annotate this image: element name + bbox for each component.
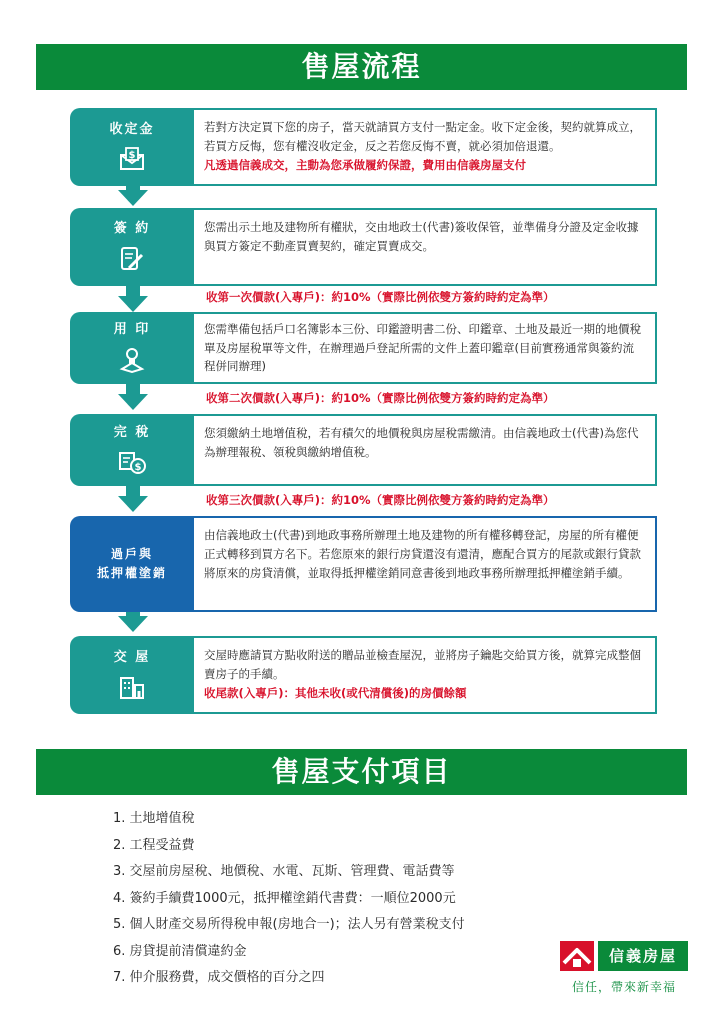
step-label: 簽 約 xyxy=(113,220,151,236)
step-description-box xyxy=(192,414,657,486)
tax-money-icon xyxy=(118,450,146,478)
envelope-money-icon xyxy=(119,147,145,175)
company-name: 信義房屋 xyxy=(598,941,688,971)
step-label-box xyxy=(70,208,194,286)
payment-note-first: 收第一次價款(入專戶)：約10%（實際比例依雙方簽約時約定為準） xyxy=(206,290,555,304)
svg-text:$: $ xyxy=(128,149,136,161)
step-label: 收定金 xyxy=(109,121,155,137)
step-description: 您需出示土地及建物所有權狀，交由地政士(代書)簽收保管，並準備身分證及定金收據與買方簽定不動產買賣契約，確定買賣成交。 xyxy=(204,220,639,253)
payment-items-list xyxy=(113,806,465,992)
stamp-icon xyxy=(119,347,145,377)
list-item: 7. 仲介服務費，成交價格的百分之四 xyxy=(113,970,325,985)
list-item: 1. 土地增值稅 xyxy=(113,811,195,826)
down-arrow-icon xyxy=(118,394,148,410)
company-slogan: 信任，帶來新幸福 xyxy=(571,980,676,994)
step-label-box xyxy=(70,108,194,186)
step-label-box xyxy=(70,414,194,486)
step-seal xyxy=(70,312,657,384)
svg-text:$: $ xyxy=(134,461,142,473)
down-arrow-icon xyxy=(118,190,148,206)
step-description: 您須繳納土地增值稅，若有積欠的地價稅與房屋稅需繳清。由信義地政士(代書)為您代為辦理報稅、領稅與繳納增值稅。 xyxy=(204,426,639,459)
step-description-box xyxy=(192,636,657,714)
step-tax xyxy=(70,414,657,486)
step-description-box xyxy=(192,516,657,612)
building-icon xyxy=(118,675,146,703)
step-label-box xyxy=(70,636,194,714)
list-item: 2. 工程受益費 xyxy=(113,837,195,853)
contract-pen-icon xyxy=(119,246,145,276)
step-description: 若對方決定買下您的房子，當天就請買方支付一點定金。收下定金後，契約就算成立，若買方反悔，您有權沒收定金，反之若您反悔不賣，就必須加倍退還。 xyxy=(204,120,641,153)
list-item: 3. 交屋前房屋稅、地價稅、水電、瓦斯、管理費、電話費等 xyxy=(113,864,455,879)
step-label-box xyxy=(70,516,194,612)
section-title: 售屋支付項目 xyxy=(36,749,687,795)
page-title: 售屋流程 xyxy=(36,44,687,90)
step-label: 交 屋 xyxy=(113,649,151,665)
step-label-line2: 抵押權塗銷 xyxy=(96,566,167,580)
step-label: 完 稅 xyxy=(113,424,151,440)
house-logo-icon xyxy=(560,941,594,971)
payment-note-third: 收第三次價款(入專戶)：約10%（實際比例依雙方簽約時約定為準） xyxy=(206,493,555,507)
step-contract xyxy=(70,208,657,286)
guarantee-note: 凡透過信義成交，主動為您承做履約保證，費用由信義房屋支付 xyxy=(204,158,526,172)
step-label-box xyxy=(70,312,194,384)
final-payment-note: 收尾款(入專戶)：其他未收(或代清償後)的房價餘額 xyxy=(204,686,467,700)
step-deposit xyxy=(70,108,657,186)
step-label: 用 印 xyxy=(113,321,151,337)
step-description-box xyxy=(192,108,657,186)
company-logo xyxy=(560,940,688,1000)
down-arrow-icon xyxy=(118,296,148,312)
step-description: 交屋時應請買方點收附送的贈品並檢查屋況，並將房子鑰匙交給買方後，就算完成整個賣房子的手續。 xyxy=(204,648,641,681)
step-description: 由信義地政士(代書)到地政事務所辦理土地及建物的所有權移轉登記，房屋的所有權便正式轉移到買方名下。若您原來的銀行房貸還沒有還清，應配合買方的尾款或銀行貸款將原來的房貸清償，並取得抵押權塗銷同意書後到地政事務所辦理抵押權塗銷手續。 xyxy=(204,528,641,580)
step-description-box xyxy=(192,312,657,384)
list-item: 5. 個人財產交易所得稅申報(房地合一)；法人另有營業稅支付 xyxy=(113,917,465,932)
list-item: 4. 簽約手續費1000元，抵押權塗銷代書費：一順位2000元 xyxy=(113,890,456,906)
step-transfer xyxy=(70,516,657,612)
down-arrow-icon xyxy=(118,496,148,512)
step-description: 您需準備包括戶口名簿影本三份、印鑑證明書二份、印鑑章、土地及最近一期的地價稅單及房屋稅單等文件，在辦理過戶登記所需的文件上蓋印鑑章(目前實務通常與簽約流程併同辦理) xyxy=(204,322,641,373)
step-description-box xyxy=(192,208,657,286)
down-arrow-icon xyxy=(118,616,148,632)
step-handover xyxy=(70,636,657,714)
step-label-line1: 過戶與 xyxy=(110,547,153,561)
payment-note-second: 收第二次價款(入專戶)：約10%（實際比例依雙方簽約時約定為準） xyxy=(206,391,555,405)
list-item: 6. 房貸提前清償違約金 xyxy=(113,943,247,959)
